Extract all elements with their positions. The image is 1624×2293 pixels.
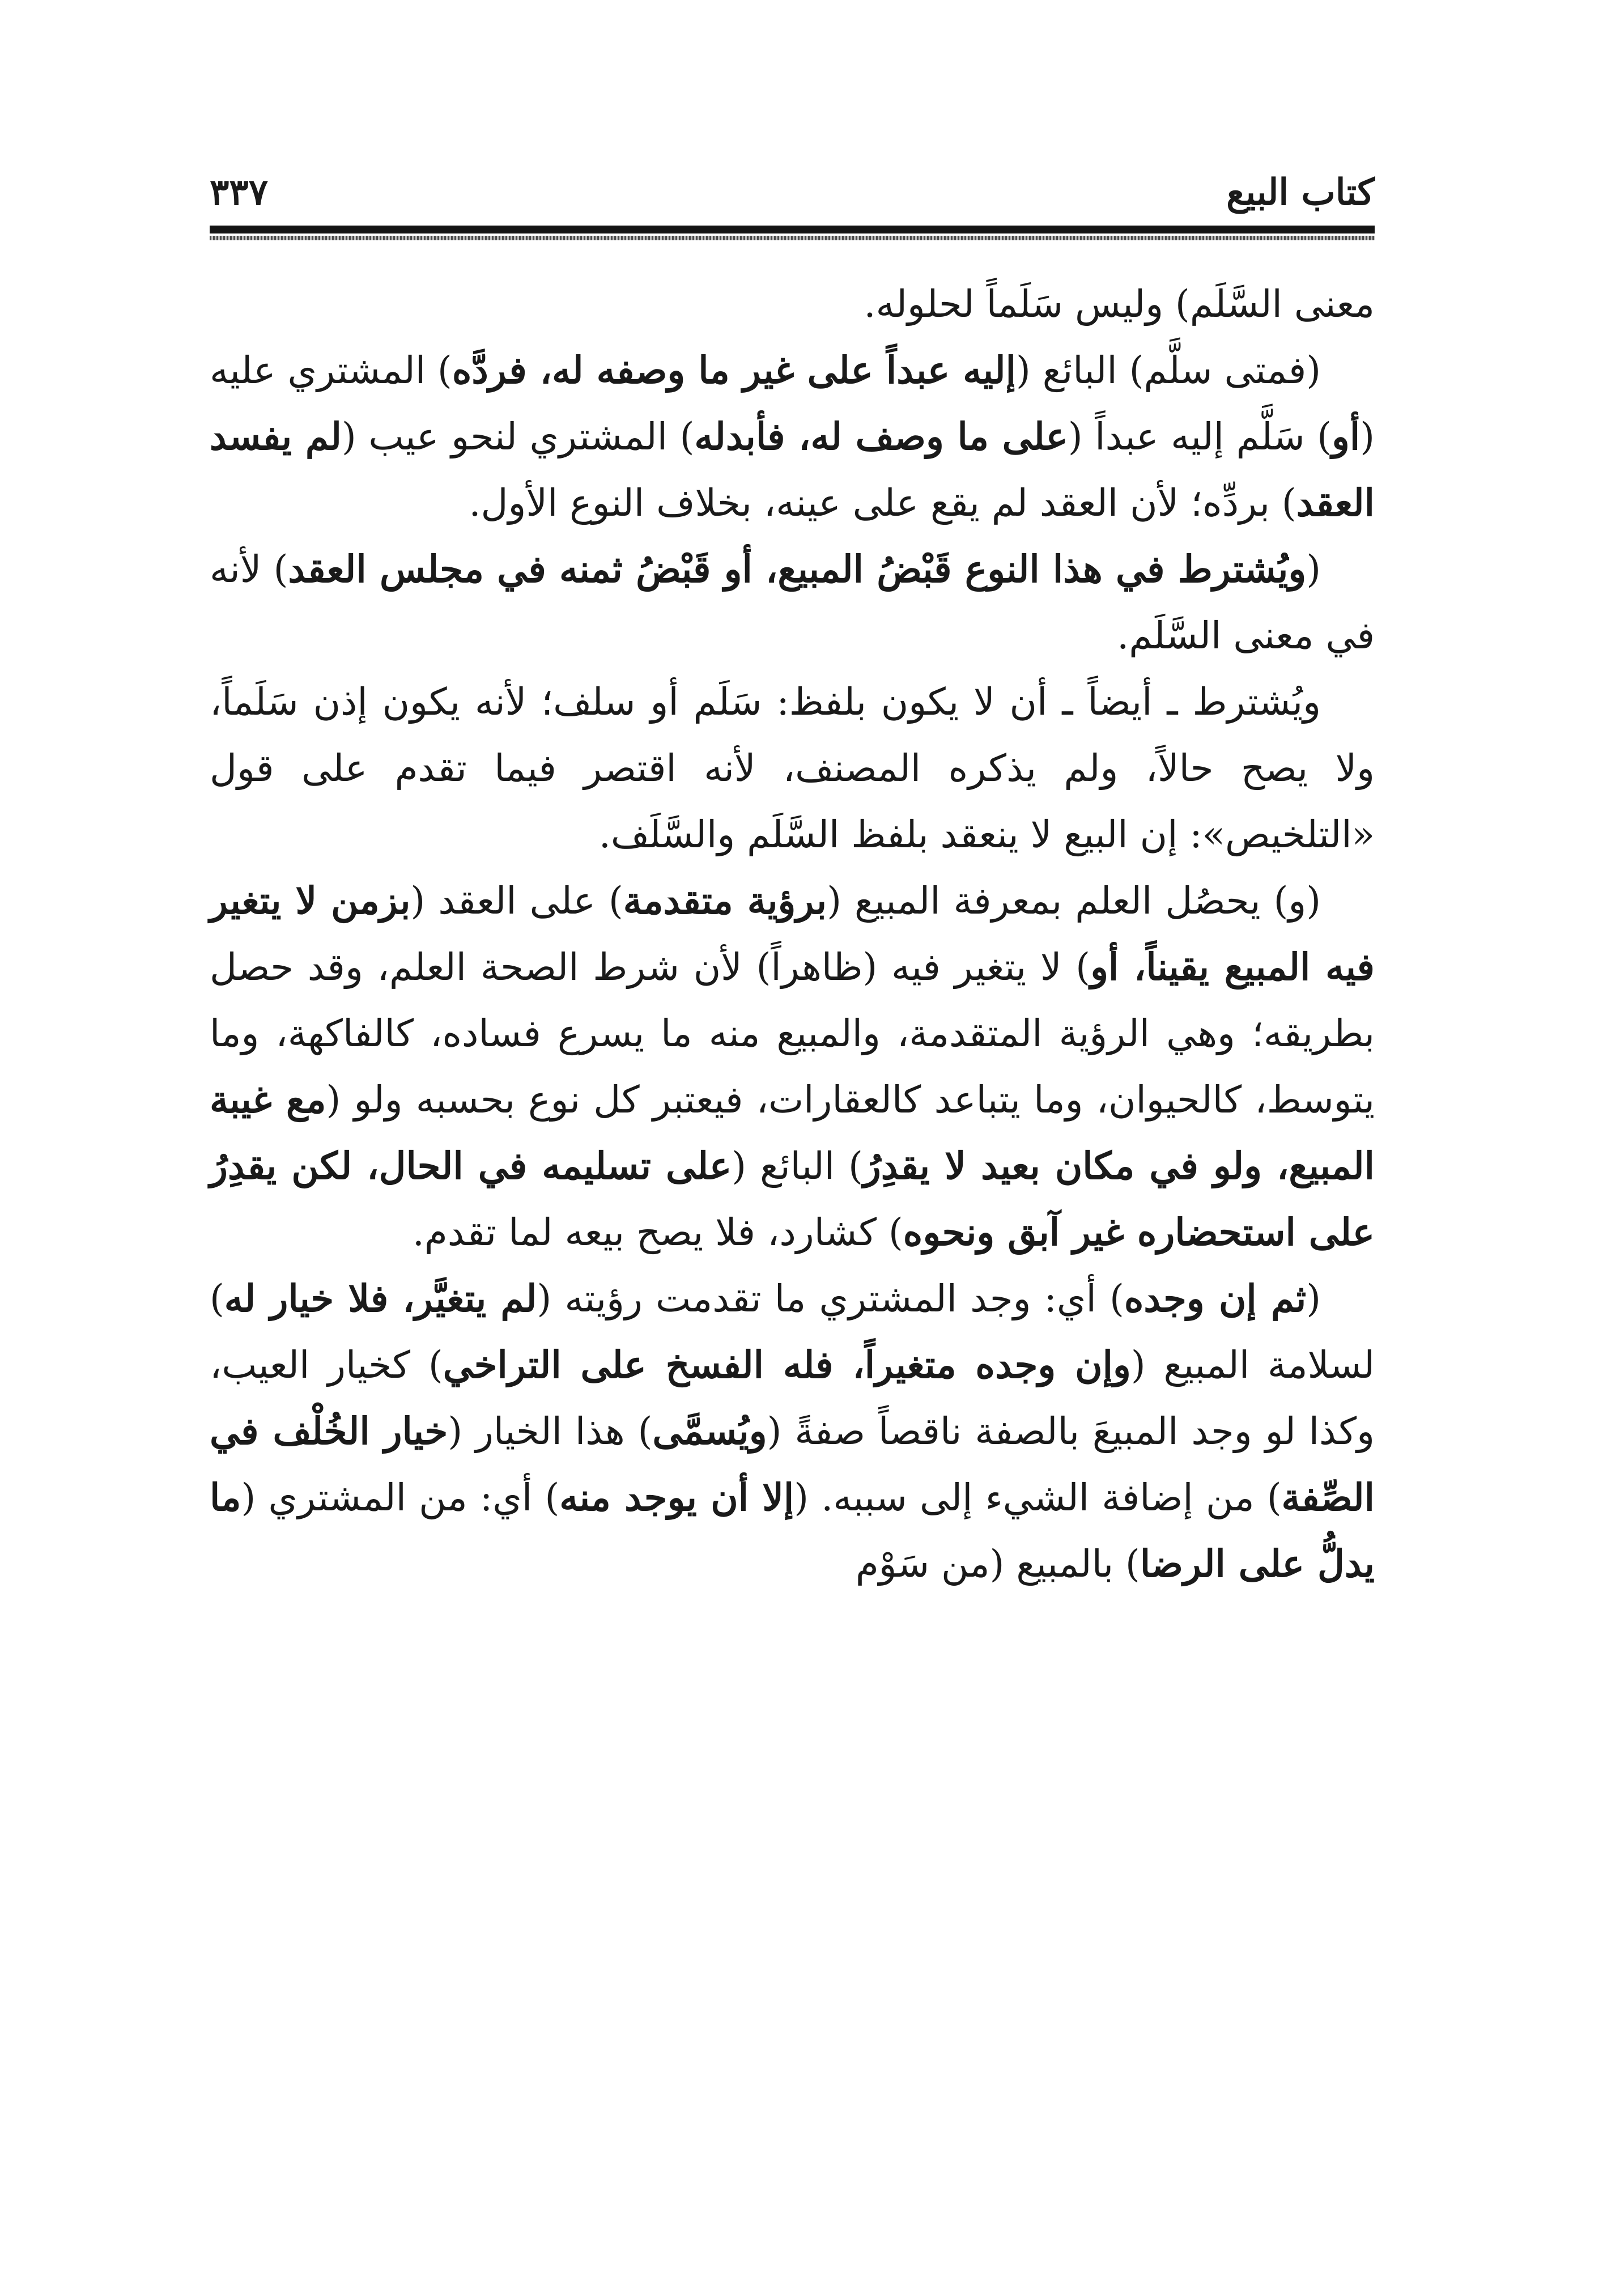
bold-run: وإن وجده متغيراً، فله الفسخ على التراخي — [443, 1343, 1131, 1387]
text-run: (فمتى سلَّم) البائع ( — [1015, 349, 1321, 392]
text-run: (و) يحصُل العلم بمعرفة المبيع ( — [827, 879, 1321, 923]
text-run: ) هذا الخيار ( — [448, 1409, 653, 1453]
paragraph-6 — [210, 1266, 1375, 1597]
text-run: ( — [1306, 1277, 1321, 1320]
page-header — [210, 164, 1375, 249]
bold-run: أو — [1332, 414, 1361, 458]
text-run: ) على العقد ( — [410, 879, 623, 923]
text-run: ) لسلامة المبيع ( — [210, 1277, 1375, 1387]
text-run: ( — [1306, 547, 1321, 591]
bold-run: ويُسمَّى — [652, 1409, 767, 1453]
bold-run: ما يدلُّ على الرضا — [210, 1475, 1375, 1586]
bold-run: لم يفسد العقد — [210, 414, 1375, 525]
bold-run: إلا أن يوجد منه — [559, 1475, 794, 1519]
text-run: ) أي: من المشتري ( — [241, 1476, 560, 1519]
text-run: ) سَلَّم إليه عبداً ( — [1068, 415, 1332, 458]
bold-run: على تسليمه في الحال، لكن يقدِرُ على استحضاره غير آبق ونحوه — [210, 1144, 1375, 1254]
text-run: ) لا يتغير فيه (ظاهراً) لأن شرط الصحة العلم، وقد حصل بطريقه؛ وهي الرؤية المتقدمة، والمبيع منه ما يسرع فساده، كالفاكهة، وما يتوسط، كالحيوان، وما يتباعد كالعقارات، فيعتبر كل نوع بحسبه ولو ( — [210, 945, 1375, 1122]
bold-run: مع غيبة المبيع، ولو في مكان بعيد لا يقدِرُ — [210, 1077, 1375, 1188]
bold-run: إليه عبداً على غير ما وصفه له، فردَّه — [452, 348, 1016, 392]
paragraph-4 — [210, 669, 1375, 868]
bold-run: لم يتغيَّر، فلا خيار له — [224, 1276, 537, 1320]
text-run: ) بالمبيع (من سَوْم — [855, 1542, 1140, 1586]
running-title: كتاب البيع — [1226, 171, 1375, 214]
text-run: ) بردِّه؛ لأن العقد لم يقع على عينه، بخلاف النوع الأول. — [469, 481, 1296, 525]
bold-run: ويُشترط في هذا النوع قَبْضُ المبيع، أو قَبْضُ ثمنه في مجلس العقد — [288, 547, 1307, 591]
header-rule-hatched — [210, 236, 1375, 240]
text-run: ) لأنه في معنى السَّلَم. — [210, 547, 1375, 657]
text-run: ) أي: وجد المشتري ما تقدمت رؤيته ( — [537, 1277, 1124, 1320]
paragraph-5 — [210, 868, 1375, 1266]
header-rule — [210, 226, 1375, 233]
bold-run: برؤية متقدمة — [623, 878, 827, 923]
bold-run: خيار الخُلْف في الصِّفة — [210, 1409, 1375, 1519]
bold-run: بزمن لا يتغير فيه المبيع يقيناً، أو — [210, 878, 1375, 989]
paragraph-3 — [210, 536, 1375, 669]
text-run: ) من إضافة الشيء إلى سببه. ( — [794, 1476, 1282, 1519]
text-run: ويُشترط ـ أيضاً ـ أن لا يكون بلفظ: سَلَم أو سلف؛ لأنه يكون إذن سَلَماً، ولا يصح حالاً، ولم يذكره المصنف، لأنه اقتصر فيما تقدم على قول «التلخيص»: إن البيع لا ينعقد بلفظ السَّلَم والسَّلَف. — [210, 680, 1375, 856]
bold-run: على ما وصف له، فأبدله — [694, 414, 1068, 458]
text-run: ) البائع ( — [732, 1144, 863, 1188]
paragraph-1 — [210, 271, 1375, 337]
paragraph-2 — [210, 337, 1375, 536]
page-number: ٣٣٧ — [210, 171, 269, 214]
bold-run: ثم إن وجده — [1124, 1276, 1307, 1320]
text-run: معنى السَّلَم) وليس سَلَماً لحلوله. — [864, 282, 1375, 326]
body-text — [210, 271, 1375, 1597]
text-run: ) كشارد، فلا يصح بيعه لما تقدم. — [412, 1211, 903, 1254]
text-run: ) كخيار العيب، وكذا لو وجد المبيعَ بالصفة ناقصاً صفةً ( — [210, 1343, 1375, 1453]
text-run: ) المشتري لنحو عيب ( — [341, 415, 695, 458]
text-run: ) المشتري عليه ( — [210, 349, 1375, 458]
